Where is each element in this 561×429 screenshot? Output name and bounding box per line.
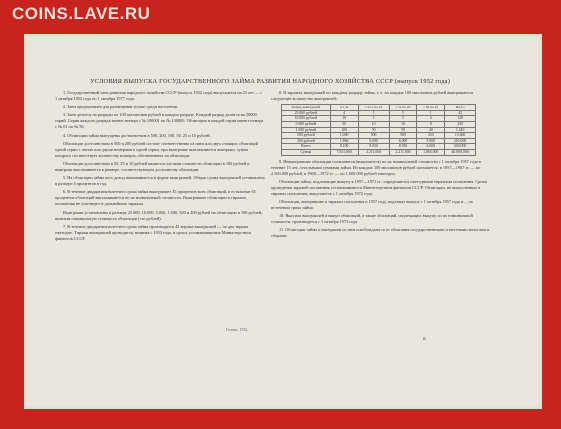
- table-cell: 1.440: [445, 127, 476, 133]
- table-cell: 10.000 рублей: [282, 116, 331, 122]
- table-cell: 8.050: [358, 144, 389, 150]
- winnings-table-body: [282, 110, 476, 155]
- table-cell: 10: [389, 121, 417, 127]
- table-header-cell: с 2-го по 10: [358, 105, 389, 111]
- table-header-cell: Размер выигрышей: [282, 105, 331, 111]
- printer-note: Гознак. 1952.: [226, 327, 249, 332]
- table-cell: 6.000: [389, 138, 417, 144]
- table-cell: 5.000: [417, 138, 445, 144]
- table-cell: 10: [358, 121, 389, 127]
- table-cell: 2.211.000: [358, 149, 389, 155]
- paragraph: 11. Облигации займа и выигрыши по ним освобождаются от облагания государственными и местными налогами и сборами.: [271, 227, 490, 239]
- table-cell: 15.600: [445, 133, 476, 139]
- watermark-text: COINS.LAVE.RU: [12, 4, 151, 23]
- table-cell: 8: [417, 121, 445, 127]
- table-cell: 40.000.000: [445, 149, 476, 155]
- table-cell: 300.000: [445, 144, 476, 150]
- table-cell: 4: [330, 110, 358, 116]
- paragraph: 3. Заем делится на разряды по 100 миллионов рублей в каждом разряде. Каждый разряд делится на 20000 серий. Серии каждого разряда имеют номера с № 100001 по № 140000. Облигации в каждой серии имеют номера с № 01 по № 50.: [55, 112, 264, 130]
- paragraph: Облигации займа, подлежащие выкупу в 1957—1971 гг., определяются ежегодными тиражами погашения. Сроки проведения тиражей погашения устанавливаются Министерством финансов СССР. Облигации, не выкупленные в тиражах погашения, выкупаются с 1 октября 1972 года.: [271, 178, 487, 196]
- corner-mark: В: [423, 336, 426, 341]
- table-cell: 50: [389, 127, 417, 133]
- table-cell: 1.865.000: [417, 149, 445, 155]
- table-cell: 1: [358, 110, 389, 116]
- table-header-cell: Итого: [445, 105, 476, 111]
- table-cell: 1.866: [330, 138, 358, 144]
- table-cell: 450: [417, 133, 445, 139]
- paragraph: 10. Выплата выигрышей и выкуп облигаций, а также облигаций, подлежащих выкупу по их номинальной стоимости, производятся с 1 октября 1973 года.: [271, 213, 473, 225]
- table-cell: Сумма: [282, 149, 331, 155]
- right-bottom-text: [271, 159, 491, 240]
- table-cell: 4: [417, 116, 445, 122]
- table-cell: 245: [445, 121, 476, 127]
- paragraph: 2. Заем предназначен для размещения только среди населения.: [63, 104, 178, 110]
- table-cell: 50: [358, 127, 389, 133]
- right-column: [271, 90, 491, 241]
- paragraph: 9. Невыигравшие облигации погашаются (выкупаются) по их номинальной стоимости с 1 октября 1957 года в течение 15 лет, остальными суммами займа. Из каждых 100 миллионов рублей погашается: в 1957—1967 гг. — по 2.500.000 рублей, в 1968—1972 гг. — по 1.600.000 рублей ежегодно.: [271, 158, 481, 176]
- table-cell: 1: [389, 110, 417, 116]
- table-header-cell: с 26 по 42: [417, 105, 445, 111]
- table-cell: 265.000: [445, 138, 476, 144]
- table-cell: 7.931.000: [330, 149, 358, 155]
- table-cell: 1: [417, 110, 445, 116]
- table-row: [282, 149, 476, 155]
- paragraph: 5. На облигации займа весь доход выплачивается в форме выигрышей. Общая сумма выигрышей установлена в размере 4 процентов в год.: [55, 175, 265, 187]
- table-cell: 8.100: [330, 144, 358, 150]
- table-cell: 42: [445, 110, 476, 116]
- paragraph: Облигации достоинством в 50, 25 и 10 рублей являются частями стоимости облигации в 100 рублей и выигрыш выплачивается в размере, соответствующем достоинству облигации.: [55, 160, 250, 172]
- paragraph: 4. Облигации займа выпущены достоинством в 500, 200, 100, 50, 25 и 10 рублей.: [63, 132, 211, 138]
- left-column: [55, 90, 265, 244]
- paragraph: Облигации достоинством в 500 и 200 рублей состоят соответственно из пяти или двух стоящих облигаций одной серии с пятью или двумя номерами в одной серии, при выигрыше выплачивается выигрыш, сумма которого соответствует количеству номеров, обозначенных на облигации.: [55, 140, 258, 158]
- table-cell: 200 рублей: [282, 138, 331, 144]
- table-cell: 8.050: [389, 144, 417, 150]
- table-cell: 500: [389, 133, 417, 139]
- table-cell: 5: [358, 116, 389, 122]
- table-header-cell: с 11 по 25: [389, 105, 417, 111]
- table-cell: 1.000: [330, 133, 358, 139]
- table-cell: 1.000 рублей: [282, 127, 331, 133]
- table-cell: 100: [330, 127, 358, 133]
- paragraph: 6. В течение двадцатипятилетнего срока займа выигрывает 35 процентов всех облигаций, в остальные 65 процентов облигаций выплачиваются по их номинальной стоимости. Выигравшие облигации в тиражах погашения не участвуют в дальнейших тиражах.: [55, 189, 256, 207]
- table-cell: 25.000 рублей: [282, 110, 331, 116]
- table-cell: 120: [445, 116, 476, 122]
- right-top-text: [271, 90, 491, 102]
- table-cell: 5: [389, 116, 417, 122]
- paragraph: Выигрыши установлены в размере 25.000, 10.000, 5.000, 1.000, 500 и 200 рублей на облигацию в 100 рублей, включая номинальную стоимость облигации (сто рублей).: [55, 209, 263, 221]
- table-header-cell: в 1-м: [330, 105, 358, 111]
- table-cell: 10: [330, 116, 358, 122]
- table-cell: 20: [330, 121, 358, 127]
- paragraph: 1. Государственный заем развития народного хозяйства СССР (выпуск 1952 года) выпускается на 25 лет — с 1 октября 1952 года по 1 октября 1977 года.: [55, 90, 263, 101]
- table-cell: Всего: [282, 144, 331, 150]
- bond-title: УСЛОВИЯ ВЫПУСКА ГОСУДАРСТВЕННОГО ЗАЙМА РАЗВИТИЯ НАРОДНОГО ХОЗЯЙСТВА СССР (выпуск 1952 года): [89, 78, 451, 85]
- table-cell: 5.000 рублей: [282, 121, 331, 127]
- table-cell: 40: [417, 127, 445, 133]
- paragraph: 8. В тиражах выигрышей по каждому разряду займа, т. е. на каждые 100 миллионов рублей выигрывается следующее количество выигрышей:: [271, 90, 473, 101]
- winnings-table: [281, 104, 476, 155]
- paragraph: Облигации, выигравшие в тиражах погашения в 1957 году, подлежат выкупу с 1 октября 1957 года и ... по истечении срока займа.: [271, 198, 474, 210]
- table-cell: 500 рублей: [282, 133, 331, 139]
- table-cell: 6.000: [358, 138, 389, 144]
- table-cell: 500: [358, 133, 389, 139]
- paragraph: 7. В течение двадцатипятилетнего срока займа производятся 42 тиража выигрышей — по два тиража ежегодно. Тиражи выигрышей проводятся, начиная с 1953 года, в сроки, устанавливаемые Министерством финансов СССР.: [55, 223, 251, 241]
- table-cell: 6.000: [417, 144, 445, 150]
- table-cell: 2.211.000: [389, 149, 417, 155]
